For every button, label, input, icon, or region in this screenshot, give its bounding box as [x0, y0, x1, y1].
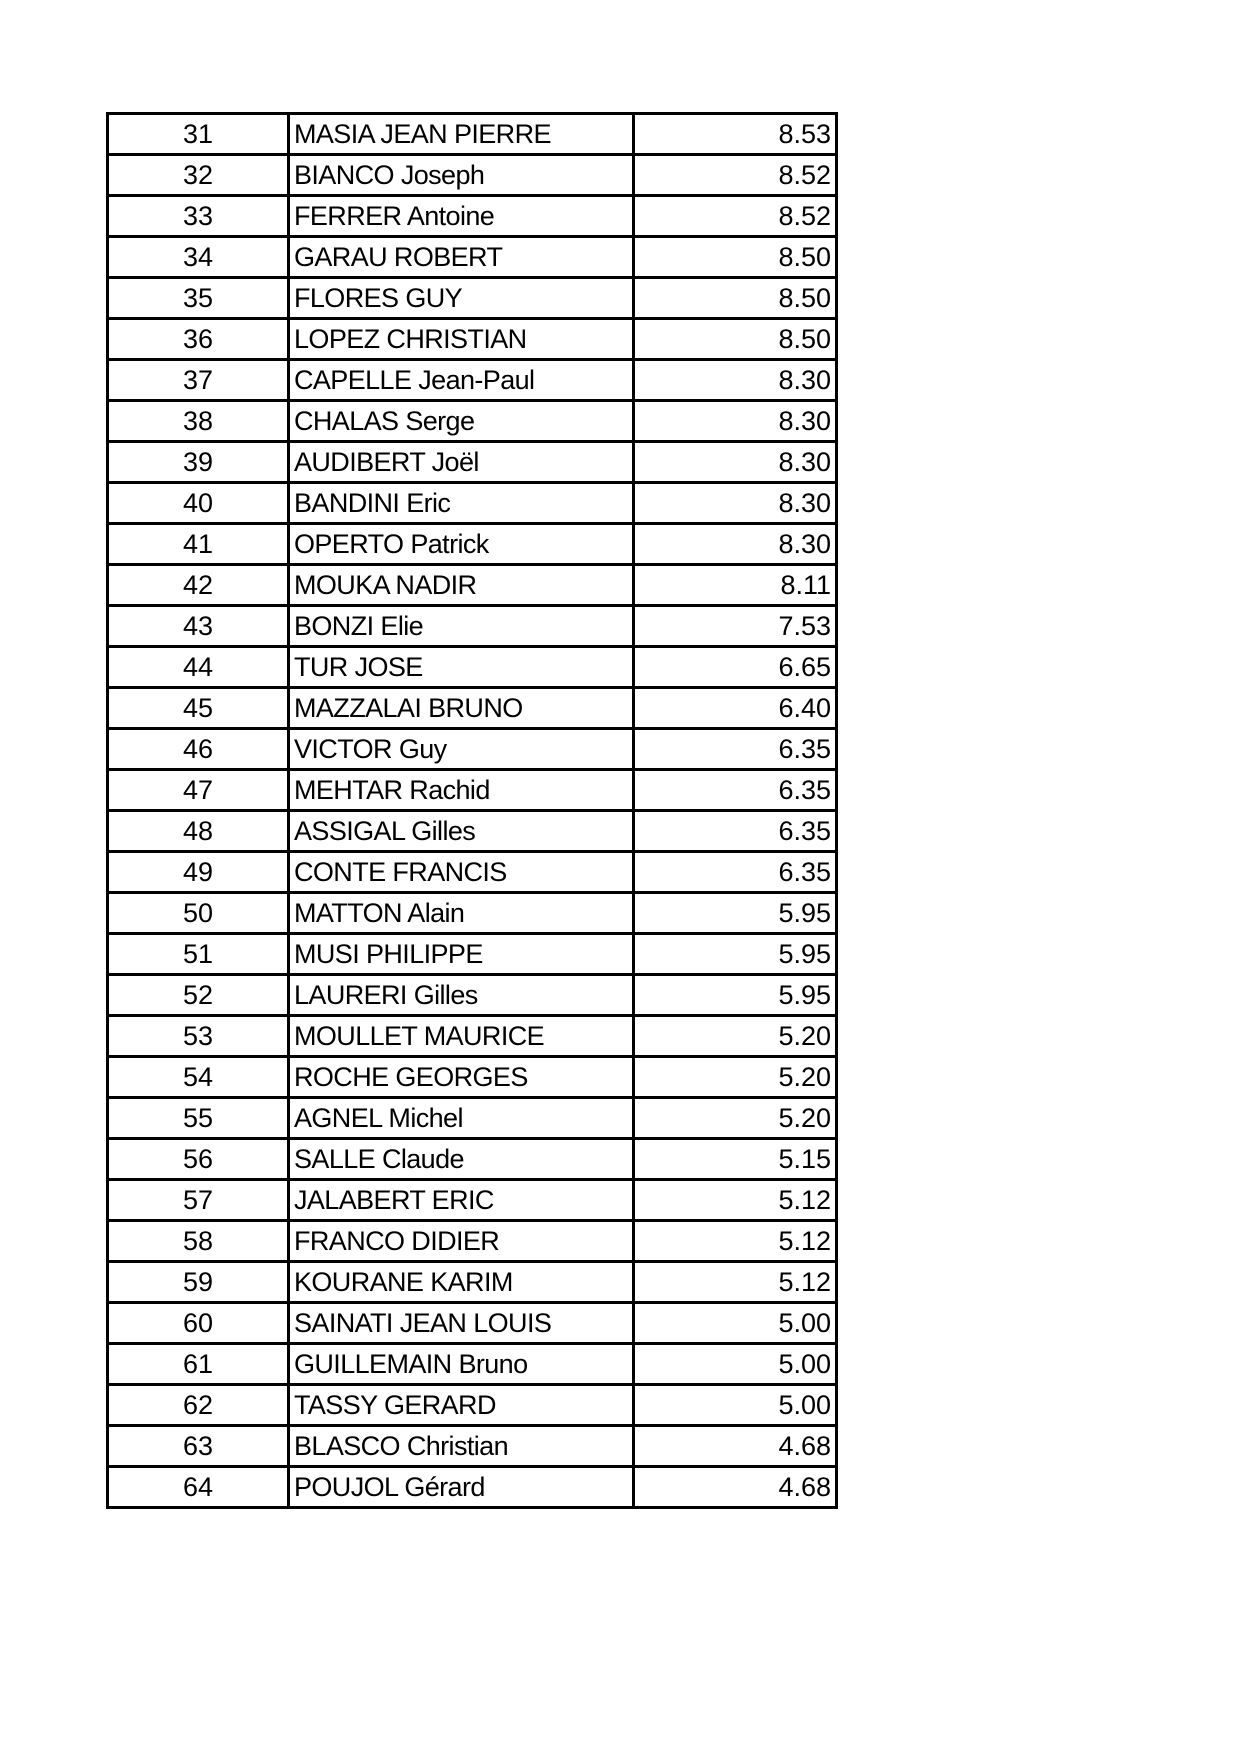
score-cell: 4.68	[634, 1426, 837, 1467]
table-row	[108, 647, 837, 688]
table-row	[108, 1262, 837, 1303]
rank-cell: 40	[108, 483, 289, 524]
score-cell: 5.95	[634, 975, 837, 1016]
table-row	[108, 934, 837, 975]
name-cell: TUR JOSE	[289, 647, 634, 688]
name-cell: LAURERI Gilles	[289, 975, 634, 1016]
name-cell: AUDIBERT Joël	[289, 442, 634, 483]
table-row	[108, 155, 837, 196]
name-cell: CAPELLE Jean-Paul	[289, 360, 634, 401]
table-row	[108, 237, 837, 278]
name-cell: FRANCO DIDIER	[289, 1221, 634, 1262]
name-cell: MOULLET MAURICE	[289, 1016, 634, 1057]
name-cell: MAZZALAI BRUNO	[289, 688, 634, 729]
rank-cell: 64	[108, 1467, 289, 1508]
name-cell: KOURANE KARIM	[289, 1262, 634, 1303]
score-cell: 8.53	[634, 114, 837, 155]
name-cell: MEHTAR Rachid	[289, 770, 634, 811]
rank-cell: 52	[108, 975, 289, 1016]
table-row	[108, 729, 837, 770]
score-cell: 5.00	[634, 1344, 837, 1385]
rank-cell: 41	[108, 524, 289, 565]
name-cell: MASIA JEAN PIERRE	[289, 114, 634, 155]
ranking-table	[106, 112, 838, 1509]
table-row	[108, 360, 837, 401]
table-row	[108, 606, 837, 647]
table-row	[108, 1385, 837, 1426]
table-row	[108, 1098, 837, 1139]
rank-cell: 33	[108, 196, 289, 237]
rank-cell: 49	[108, 852, 289, 893]
name-cell: AGNEL Michel	[289, 1098, 634, 1139]
score-cell: 8.30	[634, 483, 837, 524]
score-cell: 5.20	[634, 1057, 837, 1098]
table-row	[108, 1057, 837, 1098]
name-cell: ROCHE GEORGES	[289, 1057, 634, 1098]
rank-cell: 42	[108, 565, 289, 606]
score-cell: 6.65	[634, 647, 837, 688]
table-row	[108, 852, 837, 893]
name-cell: GARAU ROBERT	[289, 237, 634, 278]
score-cell: 5.00	[634, 1303, 837, 1344]
score-cell: 8.50	[634, 237, 837, 278]
score-cell: 5.95	[634, 934, 837, 975]
table-row	[108, 565, 837, 606]
table-row	[108, 278, 837, 319]
ranking-table-body	[108, 114, 837, 1508]
score-cell: 5.20	[634, 1016, 837, 1057]
score-cell: 6.35	[634, 811, 837, 852]
name-cell: BLASCO Christian	[289, 1426, 634, 1467]
score-cell: 6.35	[634, 852, 837, 893]
table-row	[108, 401, 837, 442]
score-cell: 8.52	[634, 196, 837, 237]
score-cell: 5.20	[634, 1098, 837, 1139]
name-cell: POUJOL Gérard	[289, 1467, 634, 1508]
name-cell: ASSIGAL Gilles	[289, 811, 634, 852]
rank-cell: 45	[108, 688, 289, 729]
rank-cell: 55	[108, 1098, 289, 1139]
score-cell: 8.30	[634, 524, 837, 565]
name-cell: BIANCO Joseph	[289, 155, 634, 196]
score-cell: 8.30	[634, 401, 837, 442]
name-cell: VICTOR Guy	[289, 729, 634, 770]
score-cell: 4.68	[634, 1467, 837, 1508]
rank-cell: 53	[108, 1016, 289, 1057]
table-row	[108, 811, 837, 852]
score-cell: 5.00	[634, 1385, 837, 1426]
score-cell: 5.12	[634, 1180, 837, 1221]
name-cell: LOPEZ CHRISTIAN	[289, 319, 634, 360]
score-cell: 8.30	[634, 360, 837, 401]
score-cell: 8.50	[634, 319, 837, 360]
rank-cell: 36	[108, 319, 289, 360]
rank-cell: 48	[108, 811, 289, 852]
table-row	[108, 1180, 837, 1221]
rank-cell: 61	[108, 1344, 289, 1385]
table-row	[108, 975, 837, 1016]
score-cell: 6.35	[634, 770, 837, 811]
name-cell: CONTE FRANCIS	[289, 852, 634, 893]
table-row	[108, 1303, 837, 1344]
score-cell: 6.35	[634, 729, 837, 770]
score-cell: 8.11	[634, 565, 837, 606]
table-row	[108, 1221, 837, 1262]
name-cell: OPERTO Patrick	[289, 524, 634, 565]
name-cell: JALABERT ERIC	[289, 1180, 634, 1221]
rank-cell: 37	[108, 360, 289, 401]
name-cell: FLORES GUY	[289, 278, 634, 319]
rank-cell: 38	[108, 401, 289, 442]
score-cell: 5.95	[634, 893, 837, 934]
table-row	[108, 114, 837, 155]
table-row	[108, 442, 837, 483]
name-cell: TASSY GERARD	[289, 1385, 634, 1426]
table-row	[108, 319, 837, 360]
name-cell: SALLE Claude	[289, 1139, 634, 1180]
rank-cell: 60	[108, 1303, 289, 1344]
table-row	[108, 524, 837, 565]
name-cell: BONZI Elie	[289, 606, 634, 647]
name-cell: MUSI PHILIPPE	[289, 934, 634, 975]
rank-cell: 57	[108, 1180, 289, 1221]
rank-cell: 50	[108, 893, 289, 934]
score-cell: 7.53	[634, 606, 837, 647]
rank-cell: 46	[108, 729, 289, 770]
score-cell: 5.12	[634, 1221, 837, 1262]
name-cell: SAINATI JEAN LOUIS	[289, 1303, 634, 1344]
table-row	[108, 196, 837, 237]
name-cell: MOUKA NADIR	[289, 565, 634, 606]
rank-cell: 43	[108, 606, 289, 647]
rank-cell: 32	[108, 155, 289, 196]
table-row	[108, 1426, 837, 1467]
score-cell: 5.15	[634, 1139, 837, 1180]
rank-cell: 56	[108, 1139, 289, 1180]
rank-cell: 62	[108, 1385, 289, 1426]
table-row	[108, 893, 837, 934]
name-cell: FERRER Antoine	[289, 196, 634, 237]
rank-cell: 31	[108, 114, 289, 155]
rank-cell: 35	[108, 278, 289, 319]
rank-cell: 59	[108, 1262, 289, 1303]
table-row	[108, 770, 837, 811]
rank-cell: 34	[108, 237, 289, 278]
rank-cell: 44	[108, 647, 289, 688]
rank-cell: 54	[108, 1057, 289, 1098]
table-row	[108, 1139, 837, 1180]
rank-cell: 51	[108, 934, 289, 975]
name-cell: GUILLEMAIN Bruno	[289, 1344, 634, 1385]
name-cell: MATTON Alain	[289, 893, 634, 934]
rank-cell: 58	[108, 1221, 289, 1262]
table-row	[108, 1344, 837, 1385]
table-row	[108, 483, 837, 524]
score-cell: 8.30	[634, 442, 837, 483]
rank-cell: 39	[108, 442, 289, 483]
table-row	[108, 1467, 837, 1508]
rank-cell: 63	[108, 1426, 289, 1467]
score-cell: 6.40	[634, 688, 837, 729]
rank-cell: 47	[108, 770, 289, 811]
name-cell: BANDINI Eric	[289, 483, 634, 524]
table-row	[108, 1016, 837, 1057]
score-cell: 8.52	[634, 155, 837, 196]
name-cell: CHALAS Serge	[289, 401, 634, 442]
table-row	[108, 688, 837, 729]
score-cell: 5.12	[634, 1262, 837, 1303]
score-cell: 8.50	[634, 278, 837, 319]
